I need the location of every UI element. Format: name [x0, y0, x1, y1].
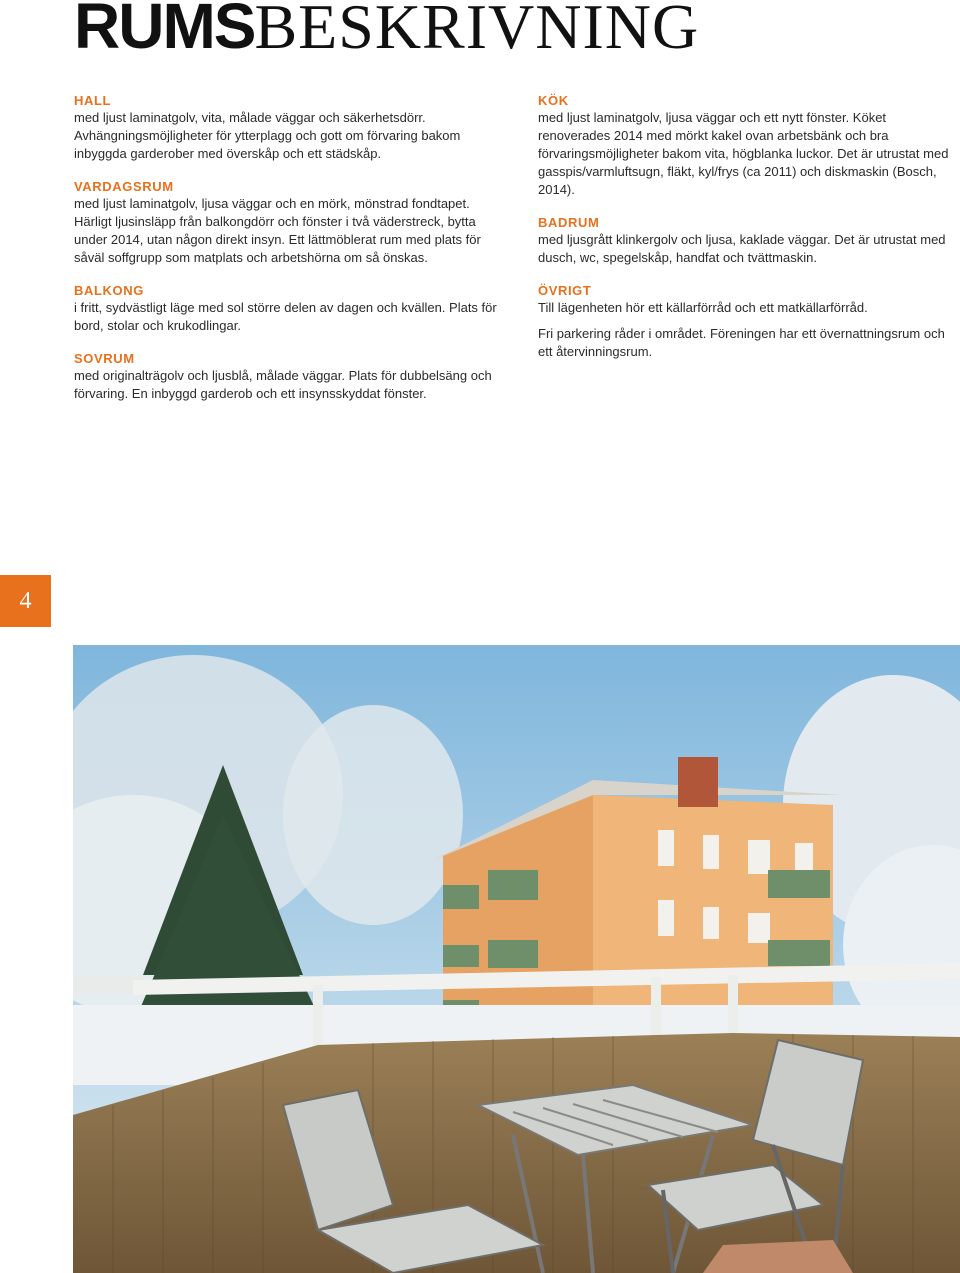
- section-heading: KÖK: [538, 93, 569, 108]
- section-balkong: [74, 282, 502, 335]
- balcony-photo: [73, 645, 960, 1273]
- section-text: Till lägenheten hör ett källarförråd och ett matkällarförråd.: [538, 300, 868, 315]
- page-title: [74, 0, 700, 62]
- section-kok: [538, 92, 958, 199]
- page-title-bold: RUMS: [74, 0, 255, 62]
- section-text: med ljust laminatgolv, ljusa väggar och en mörk, mönstrad fondtapet. Härligt ljusinsläpp från balkongdörr och fönster i två väderstreck, bytta under 2014, utan någon direkt insyn. Ett lättmöblerat rum med plats för såväl soffgrupp som matplats och arbetshörna om så önskas.: [74, 196, 481, 265]
- balcony-photo-illustration: [73, 645, 960, 1273]
- section-text: med ljust laminatgolv, ljusa väggar och ett nytt fönster. Köket renoverades 2014 med mörkt kakel ovan arbetsbänk och bra förvaringsmöjligheter bakom vita, högblanka luckor. Det är utrustat med gasspis/varmluftsugn, fläkt, kyl/frys (ca 2011) och diskmaskin (Bosch, 2014).: [538, 110, 949, 197]
- section-ovrigt: [538, 282, 958, 361]
- section-sovrum: [74, 350, 502, 403]
- section-text: med ljusgrått klinkergolv och ljusa, kaklade väggar. Det är utrustat med dusch, wc, spegelskåp, handfat och tvättmaskin.: [538, 232, 946, 265]
- section-heading: ÖVRIGT: [538, 283, 592, 298]
- section-text: Fri parkering råder i området. Föreningen har ett övernattningsrum och ett återvinningsrum.: [538, 326, 945, 359]
- left-column: [74, 92, 502, 418]
- section-text: i fritt, sydvästligt läge med sol större delen av dagen och kvällen. Plats för bord, stolar och krukodlingar.: [74, 300, 497, 333]
- section-hall: [74, 92, 502, 163]
- section-text: med ljust laminatgolv, vita, målade väggar och säkerhetsdörr. Avhängningsmöjligheter för ytterplagg och gott om förvaring bakom inbyggda garderober med överskåp och ett städskåp.: [74, 110, 461, 161]
- section-heading: BADRUM: [538, 215, 600, 230]
- section-badrum: [538, 214, 958, 267]
- right-column: [538, 92, 958, 376]
- section-vardagsrum: [74, 178, 502, 267]
- section-text: med originalträgolv och ljusblå, målade väggar. Plats för dubbelsäng och förvaring. En inbyggd garderob och ett insynsskyddat fönster.: [74, 368, 492, 401]
- section-heading: HALL: [74, 93, 112, 108]
- page-title-light: BESKRIVNING: [254, 0, 700, 62]
- section-heading: SOVRUM: [74, 351, 135, 366]
- page-number-badge: 4: [0, 575, 51, 627]
- section-heading: VARDAGSRUM: [74, 179, 174, 194]
- section-heading: BALKONG: [74, 283, 144, 298]
